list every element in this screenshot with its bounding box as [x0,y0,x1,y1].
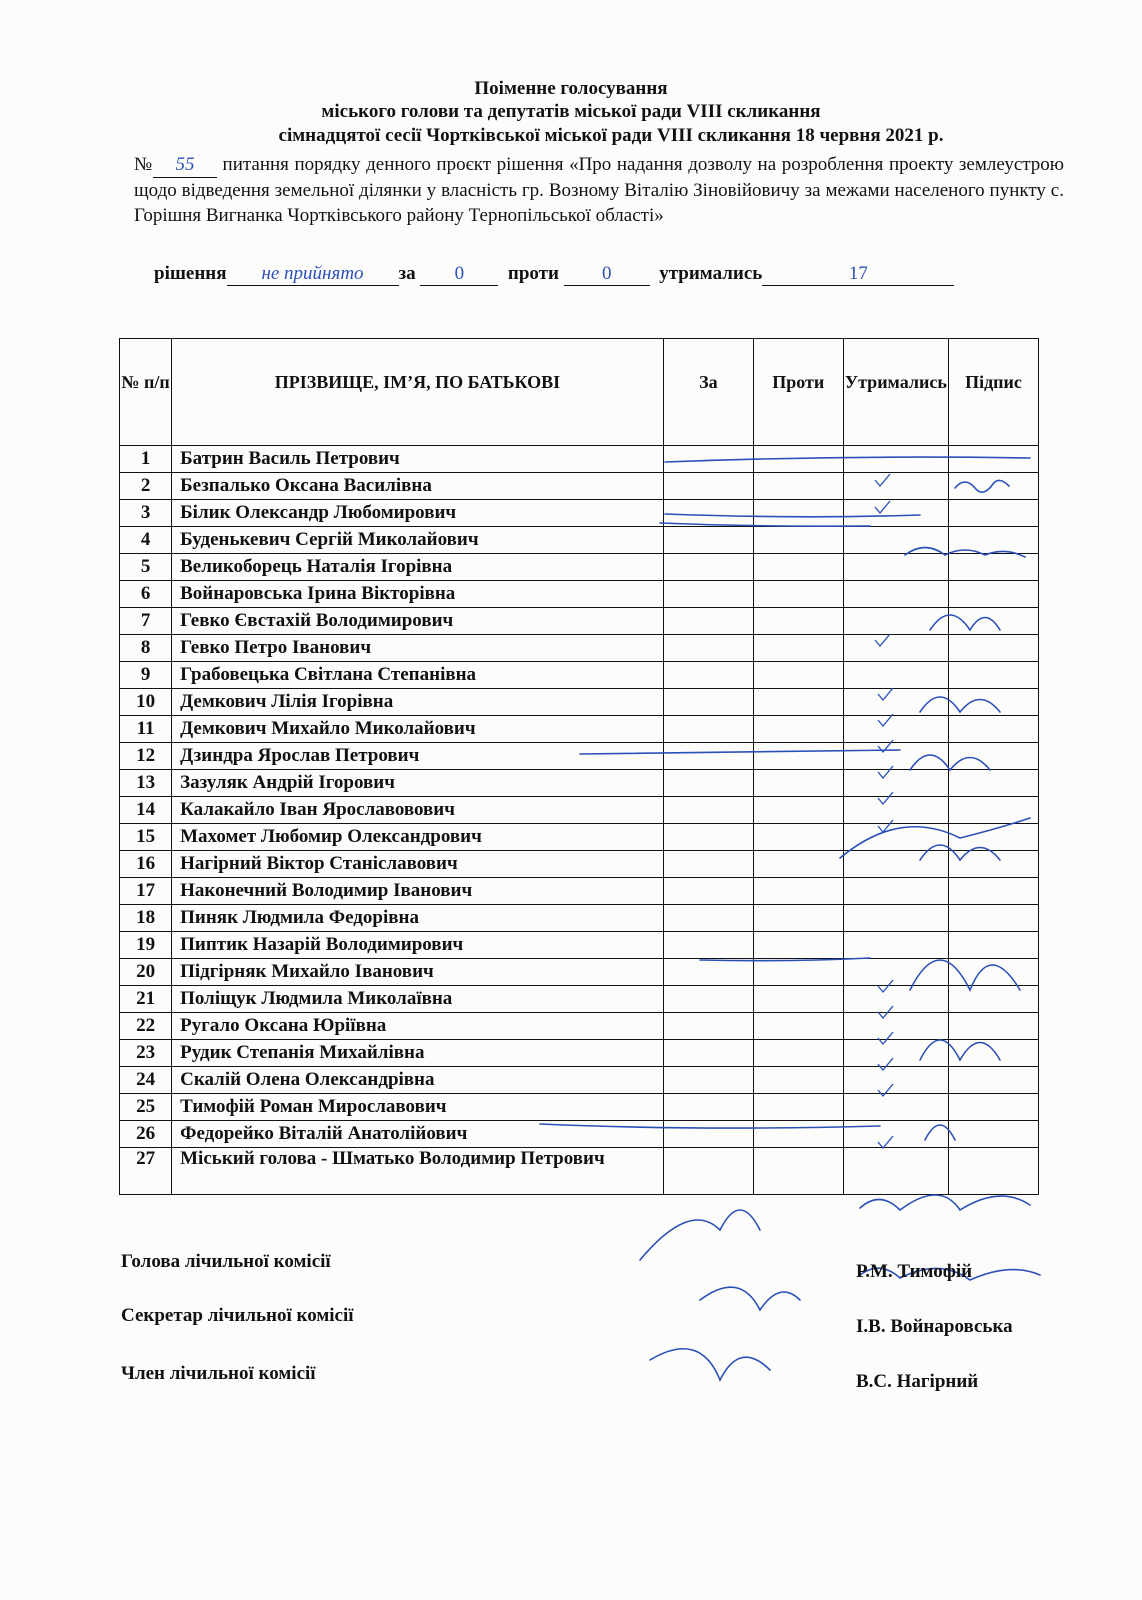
cell-abstain [843,716,948,743]
row-name: Махомет Любомир Олександрович [172,824,664,851]
cell-against [753,1094,843,1121]
cell-against [753,608,843,635]
cell-abstain [843,1121,948,1148]
cell-signature [949,770,1039,797]
cell-against [753,500,843,527]
row-number: 7 [120,608,172,635]
cell-signature [949,446,1039,473]
col-header-name: ПРІЗВИЩЕ, ІМ’Я, ПО БАТЬКОВІ [172,339,664,446]
abstain-value: 17 [762,263,954,286]
cell-for [663,689,753,716]
cell-against [753,1067,843,1094]
row-number: 8 [120,635,172,662]
row-number: 21 [120,986,172,1013]
cell-abstain [843,1094,948,1121]
commission-signature-2 [700,1287,800,1310]
footer-name-member: В.С. Нагірний [856,1371,979,1392]
row-number: 16 [120,851,172,878]
cell-against [753,1121,843,1148]
cell-for [663,770,753,797]
against-label: проти [507,263,559,284]
table-row [120,635,1039,662]
table-row [120,608,1039,635]
cell-against [753,1148,843,1195]
row-name: Дзиндра Ярослав Петрович [172,743,664,770]
row-name: Скалій Олена Олександрівна [172,1067,664,1094]
cell-signature [949,905,1039,932]
cell-against [753,1040,843,1067]
table-row [120,824,1039,851]
row-number: 26 [120,1121,172,1148]
table-row [120,473,1039,500]
cell-signature [949,1040,1039,1067]
cell-for [663,716,753,743]
col-header-abstain: Утримались [843,339,948,446]
cell-signature [949,1094,1039,1121]
footer-role-member: Член лічильної комісії [121,1363,316,1384]
cell-for [663,581,753,608]
row-name: Білик Олександр Любомирович [172,500,664,527]
cell-against [753,824,843,851]
cell-abstain [843,986,948,1013]
row-name: Наконечний Володимир Іванович [172,878,664,905]
row-name: Поліщук Людмила Миколаївна [172,986,664,1013]
row-name: Грабовецька Світлана Степанівна [172,662,664,689]
table-row [120,1040,1039,1067]
cell-for [663,1040,753,1067]
cell-signature [949,851,1039,878]
cell-abstain [843,878,948,905]
row-name: Калакайло Іван Ярославовович [172,797,664,824]
cell-signature [949,1148,1039,1195]
for-label: за [398,263,416,284]
cell-signature [949,527,1039,554]
cell-for [663,743,753,770]
cell-against [753,662,843,689]
cell-abstain [843,446,948,473]
row-number: 9 [120,662,172,689]
cell-signature [949,986,1039,1013]
cell-abstain [843,473,948,500]
cell-signature [949,716,1039,743]
row-name: Безпалько Оксана Василівна [172,473,664,500]
cell-signature [949,689,1039,716]
cell-against [753,878,843,905]
cell-abstain [843,905,948,932]
cell-against [753,851,843,878]
cell-for [663,1013,753,1040]
row-number: 14 [120,797,172,824]
row-number: 1 [120,446,172,473]
cell-abstain [843,1148,948,1195]
cell-for [663,824,753,851]
table-row [120,797,1039,824]
cell-signature [949,959,1039,986]
cell-abstain [843,554,948,581]
row-number: 23 [120,1040,172,1067]
row-name: Войнаровська Ірина Вікторівна [172,581,664,608]
row-name: Підгірняк Михайло Іванович [172,959,664,986]
cell-abstain [843,932,948,959]
cell-for [663,473,753,500]
for-value: 0 [420,263,498,286]
row-name: Пиняк Людмила Федорівна [172,905,664,932]
cell-signature [949,1121,1039,1148]
col-header-against: Проти [753,339,843,446]
table-row [120,446,1039,473]
row-number: 10 [120,689,172,716]
cell-signature [949,743,1039,770]
cell-signature [949,608,1039,635]
table-row [120,743,1039,770]
cell-signature [949,662,1039,689]
row-number: 3 [120,500,172,527]
abstain-label: утримались [659,263,763,284]
cell-abstain [843,1040,948,1067]
cell-abstain [843,1067,948,1094]
row-name: Батрин Василь Петрович [172,446,664,473]
table-row [120,716,1039,743]
cell-abstain [843,851,948,878]
row-name: Зазуляк Андрій Ігорович [172,770,664,797]
question-text: питання порядку денного проєкт рішення «Про надання дозволу на розроблення проекту землеустрою щодо відведення земельної ділянки у власність гр. Возному Віталію Зіновійовичу за межами населеного пункту с. Горішня Вигнанка Чортківського району Тернопільської області» [134,154,1064,226]
cell-for [663,635,753,662]
title-line-1: Поіменне голосування [474,78,668,99]
row-number: 18 [120,905,172,932]
cell-for [663,446,753,473]
cell-for [663,797,753,824]
cell-signature [949,1013,1039,1040]
row-name: Гевко Петро Іванович [172,635,664,662]
table-row [120,959,1039,986]
cell-against [753,473,843,500]
col-header-signature: Підпис [949,339,1039,446]
cell-against [753,986,843,1013]
cell-for [663,554,753,581]
footer-name-secretary: І.В. Войнаровська [856,1316,1013,1337]
cell-against [753,770,843,797]
table-row [120,500,1039,527]
commission-signature-1 [640,1210,760,1260]
question-paragraph [134,152,1064,228]
cell-abstain [843,1013,948,1040]
row-number: 12 [120,743,172,770]
cell-signature [949,824,1039,851]
cell-for [663,905,753,932]
cell-against [753,1013,843,1040]
cell-abstain [843,635,948,662]
table-row [120,1121,1039,1148]
row-name: Федорейко Віталій Анатолійович [172,1121,664,1148]
cell-against [753,527,843,554]
footer-signature-1 [860,1195,1030,1210]
row-number: 5 [120,554,172,581]
footer-role-chair: Голова лічильної комісії [121,1251,331,1272]
row-number: 20 [120,959,172,986]
table-row [120,1013,1039,1040]
cell-signature [949,932,1039,959]
question-prefix: № [134,154,153,175]
cell-signature [949,1067,1039,1094]
row-name: Ругало Оксана Юріївна [172,1013,664,1040]
cell-against [753,743,843,770]
cell-for [663,527,753,554]
col-header-for: За [663,339,753,446]
cell-for [663,1094,753,1121]
row-number: 6 [120,581,172,608]
question-number: 55 [153,152,217,178]
row-name: Демкович Лілія Ігорівна [172,689,664,716]
cell-against [753,797,843,824]
cell-for [663,1067,753,1094]
row-number: 4 [120,527,172,554]
row-number: 25 [120,1094,172,1121]
row-number: 13 [120,770,172,797]
cell-signature [949,797,1039,824]
cell-against [753,716,843,743]
row-name: Нагірний Віктор Станіславович [172,851,664,878]
cell-abstain [843,743,948,770]
cell-signature [949,554,1039,581]
row-number: 22 [120,1013,172,1040]
row-number: 17 [120,878,172,905]
decision-label: рішення [154,263,227,284]
cell-signature [949,878,1039,905]
table-header-row [120,339,1039,446]
row-number: 19 [120,932,172,959]
cell-abstain [843,662,948,689]
cell-against [753,959,843,986]
cell-against [753,446,843,473]
cell-for [663,986,753,1013]
table-row [120,905,1039,932]
row-name: Великоборець Наталія Ігорівна [172,554,664,581]
cell-signature [949,473,1039,500]
row-name: Тимофій Роман Мирославович [172,1094,664,1121]
cell-abstain [843,959,948,986]
table-row [120,581,1039,608]
cell-abstain [843,500,948,527]
table-row [120,851,1039,878]
cell-signature [949,581,1039,608]
row-name: Міський голова - Шматько Володимир Петрович [172,1148,664,1195]
table-row [120,1067,1039,1094]
table-row [120,1148,1039,1195]
row-number: 2 [120,473,172,500]
cell-signature [949,500,1039,527]
table-row [120,770,1039,797]
row-name: Буденькевич Сергій Миколайович [172,527,664,554]
table-row [120,689,1039,716]
footer-role-secretary: Секретар лічильної комісії [121,1305,354,1326]
cell-for [663,500,753,527]
cell-for [663,932,753,959]
decision-line [154,263,954,286]
table-row [120,986,1039,1013]
cell-for [663,851,753,878]
cell-for [663,662,753,689]
row-name: Рудик Степанія Михайлівна [172,1040,664,1067]
table-row [120,662,1039,689]
cell-against [753,689,843,716]
row-number: 15 [120,824,172,851]
col-header-number: № п/п [120,339,172,446]
row-name: Демкович Михайло Миколайович [172,716,664,743]
table-row [120,527,1039,554]
row-number: 24 [120,1067,172,1094]
title-line-2: міського голови та депутатів міської ради VIII скликання [321,101,821,122]
cell-for [663,1148,753,1195]
table-row [120,878,1039,905]
footer-name-chair: Р.М. Тимофій [856,1261,973,1282]
table-row [120,932,1039,959]
vote-table [119,338,1039,1195]
cell-abstain [843,797,948,824]
cell-against [753,554,843,581]
cell-abstain [843,770,948,797]
cell-abstain [843,581,948,608]
cell-against [753,581,843,608]
decision-value: не прийнято [227,263,399,286]
table-row [120,554,1039,581]
cell-abstain [843,689,948,716]
cell-for [663,959,753,986]
title-line-3: сімнадцятої сесії Чортківської міської ради VIII скликання 18 червня 2021 р. [278,125,944,146]
cell-for [663,878,753,905]
cell-abstain [843,608,948,635]
table-row [120,1094,1039,1121]
cell-for [663,1121,753,1148]
row-number: 11 [120,716,172,743]
cell-abstain [843,527,948,554]
against-value: 0 [564,263,650,286]
row-name: Гевко Євстахій Володимирович [172,608,664,635]
row-name: Пиптик Назарій Володимирович [172,932,664,959]
cell-signature [949,635,1039,662]
cell-against [753,905,843,932]
row-number: 27 [120,1148,172,1195]
cell-against [753,932,843,959]
cell-against [753,635,843,662]
cell-for [663,608,753,635]
cell-abstain [843,824,948,851]
commission-signature-3 [650,1349,770,1380]
